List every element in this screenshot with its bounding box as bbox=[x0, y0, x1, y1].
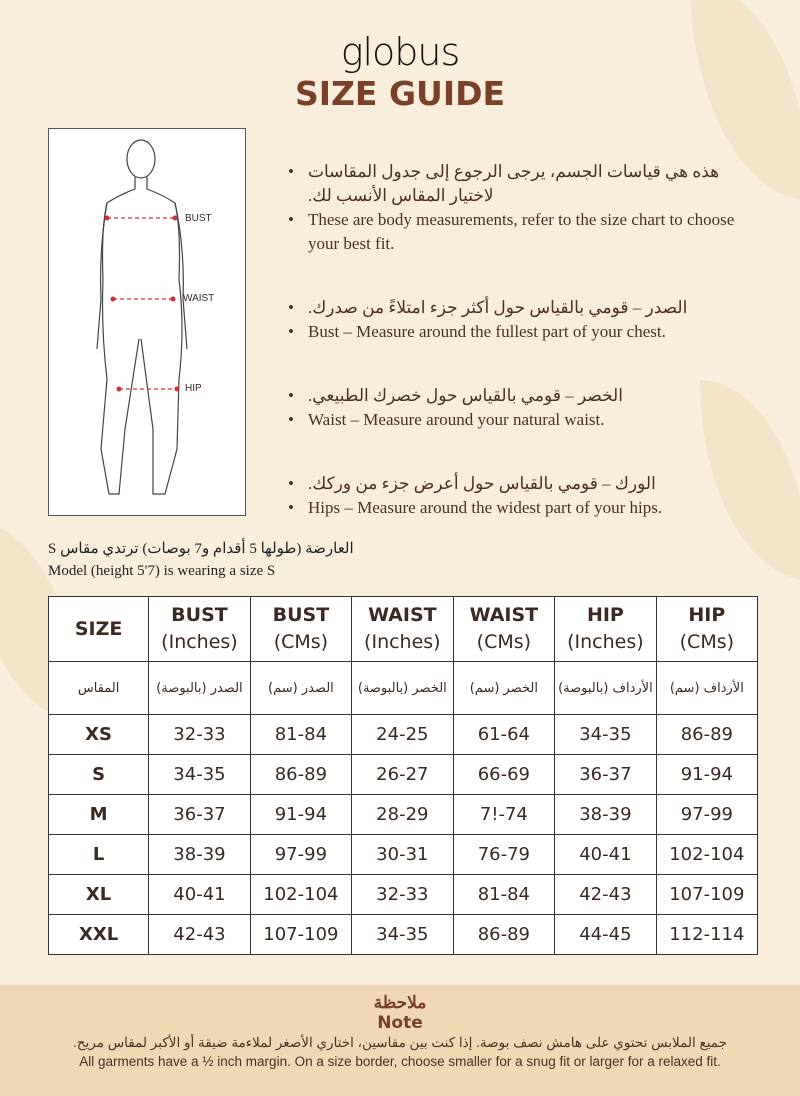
table-row bbox=[49, 875, 758, 915]
table-row bbox=[49, 835, 758, 875]
page-title: SIZE GUIDE bbox=[294, 74, 506, 113]
measurement-cell: 102-104 bbox=[250, 875, 351, 915]
measurement-cell: 28-29 bbox=[352, 795, 454, 835]
column-header bbox=[555, 597, 657, 662]
column-header-ar: الصدر (بالبوصة) bbox=[149, 662, 251, 715]
table-row bbox=[49, 715, 758, 755]
measurement-cell: 97-99 bbox=[656, 795, 757, 835]
column-header-ar: الأرداف (بالبوصة) bbox=[555, 662, 657, 715]
column-header-ar: الخصر (سم) bbox=[453, 662, 554, 715]
column-header bbox=[49, 597, 149, 662]
measurement-cell: 38-39 bbox=[149, 835, 251, 875]
size-chart-table bbox=[48, 596, 758, 955]
bullet-en: • Waist – Measure around your natural waist. bbox=[288, 408, 748, 432]
column-header-unit: (Inches) bbox=[364, 631, 441, 653]
measurement-cell: 86-89 bbox=[656, 715, 757, 755]
body-outline-illustration bbox=[49, 129, 245, 515]
size-cell: L bbox=[49, 835, 149, 875]
column-header bbox=[250, 597, 351, 662]
bullet-ar: • الخصر – قومي بالقياس حول خصرك الطبيعي. bbox=[288, 384, 748, 408]
waist-label: WAIST bbox=[183, 293, 215, 304]
measurement-cell: 107-109 bbox=[656, 875, 757, 915]
measurement-cell: 107-109 bbox=[250, 915, 351, 955]
note-title-ar: ملاحظة bbox=[373, 993, 427, 1012]
size-cell: XL bbox=[49, 875, 149, 915]
column-header-unit: (Inches) bbox=[161, 631, 238, 653]
measurement-cell: 24-25 bbox=[352, 715, 454, 755]
model-info bbox=[48, 538, 354, 582]
measurement-cell: 34-35 bbox=[352, 915, 454, 955]
table-row bbox=[49, 755, 758, 795]
measurement-instructions bbox=[288, 160, 748, 560]
measurement-cell: 26-27 bbox=[352, 755, 454, 795]
measurement-cell: 36-37 bbox=[555, 755, 657, 795]
table-row bbox=[49, 915, 758, 955]
column-header-label: WAIST bbox=[368, 604, 437, 626]
brand-logo: globus bbox=[340, 30, 460, 74]
column-header-label: HIP bbox=[688, 604, 726, 626]
measurement-cell: 42-43 bbox=[149, 915, 251, 955]
column-header-unit: (Inches) bbox=[567, 631, 644, 653]
bullet-en: • Bust – Measure around the fullest part of your chest. bbox=[288, 320, 748, 344]
column-header-label: WAIST bbox=[469, 604, 539, 626]
size-cell: XXL bbox=[49, 915, 149, 955]
measurement-cell: 44-45 bbox=[555, 915, 657, 955]
model-info-en: Model (height 5'7) is wearing a size S bbox=[48, 563, 276, 579]
measurement-cell: 102-104 bbox=[656, 835, 757, 875]
measurement-cell: 40-41 bbox=[149, 875, 251, 915]
bullet-ar: • الصدر – قومي بالقياس حول أكثر جزء امتلاءً من صدرك. bbox=[288, 296, 748, 320]
column-header-label: HIP bbox=[586, 604, 624, 626]
measurement-cell: 81-84 bbox=[453, 875, 554, 915]
note-title: Note bbox=[377, 1013, 423, 1033]
bullet-ar: • الورك – قومي بالقياس حول أعرض جزء من وركك. bbox=[288, 472, 748, 496]
column-header-label: SIZE bbox=[74, 617, 123, 640]
note-section bbox=[0, 985, 800, 1096]
note-text: All garments have a ½ inch margin. On a size border, choose smaller for a snug fit or larger for a relaxed fit. bbox=[79, 1054, 721, 1069]
column-header-unit: (CMs) bbox=[476, 631, 532, 653]
measurement-cell: 76-79 bbox=[453, 835, 554, 875]
measurement-cell: 32-33 bbox=[352, 875, 454, 915]
size-cell: S bbox=[49, 755, 149, 795]
measurement-cell: 66-69 bbox=[453, 755, 554, 795]
measurement-cell: 34-35 bbox=[149, 755, 251, 795]
measurement-cell: 34-35 bbox=[555, 715, 657, 755]
column-header-ar: الأرداف (سم) bbox=[656, 662, 757, 715]
bullet-en: • These are body measurements, refer to the size chart to choose your best fit. bbox=[288, 208, 748, 256]
measurement-cell: 86-89 bbox=[453, 915, 554, 955]
bullet-ar: • هذه هي قياسات الجسم، يرجى الرجوع إلى جدول المقاسات لاختيار المقاس الأنسب لك. bbox=[288, 160, 748, 208]
measurement-cell: 30-31 bbox=[352, 835, 454, 875]
column-header bbox=[453, 597, 554, 662]
model-info-ar: العارضة (طولها 5 أقدام و7 بوصات) ترتدي مقاس S bbox=[48, 541, 354, 557]
size-cell: XS bbox=[49, 715, 149, 755]
note-text-ar: جميع الملابس تحتوي على هامش نصف بوصة. إذا كنت بين مقاسين، اختاري الأصغر لملاءمة ضيقة أو الأكبر لمقاس مريح. bbox=[73, 1035, 727, 1050]
measurement-figure bbox=[48, 128, 246, 516]
column-header-unit: (CMs) bbox=[679, 631, 735, 653]
size-cell: M bbox=[49, 795, 149, 835]
column-header-ar: الصدر (سم) bbox=[250, 662, 351, 715]
measurement-cell: 81-84 bbox=[250, 715, 351, 755]
measurement-cell: 91-94 bbox=[250, 795, 351, 835]
column-header bbox=[149, 597, 251, 662]
measurement-cell: 86-89 bbox=[250, 755, 351, 795]
measurement-cell: 112-114 bbox=[656, 915, 757, 955]
hip-label: HIP bbox=[185, 383, 202, 394]
column-header-label: BUST bbox=[171, 604, 228, 626]
measurement-cell: 7!-74 bbox=[453, 795, 554, 835]
table-row bbox=[49, 795, 758, 835]
column-header-label: BUST bbox=[272, 604, 330, 626]
column-header bbox=[352, 597, 454, 662]
column-header bbox=[656, 597, 757, 662]
measurement-cell: 40-41 bbox=[555, 835, 657, 875]
measurement-cell: 32-33 bbox=[149, 715, 251, 755]
measurement-cell: 97-99 bbox=[250, 835, 351, 875]
column-header-unit: (CMs) bbox=[273, 631, 329, 653]
column-header-ar: الخصر (بالبوصة) bbox=[352, 662, 454, 715]
bullet-en: • Hips – Measure around the widest part of your hips. bbox=[288, 496, 748, 520]
measurement-cell: 38-39 bbox=[555, 795, 657, 835]
bust-label: BUST bbox=[185, 213, 212, 224]
measurement-cell: 61-64 bbox=[453, 715, 554, 755]
column-header-ar: المقاس bbox=[49, 662, 149, 715]
measurement-cell: 91-94 bbox=[656, 755, 757, 795]
measurement-cell: 42-43 bbox=[555, 875, 657, 915]
measurement-cell: 36-37 bbox=[149, 795, 251, 835]
